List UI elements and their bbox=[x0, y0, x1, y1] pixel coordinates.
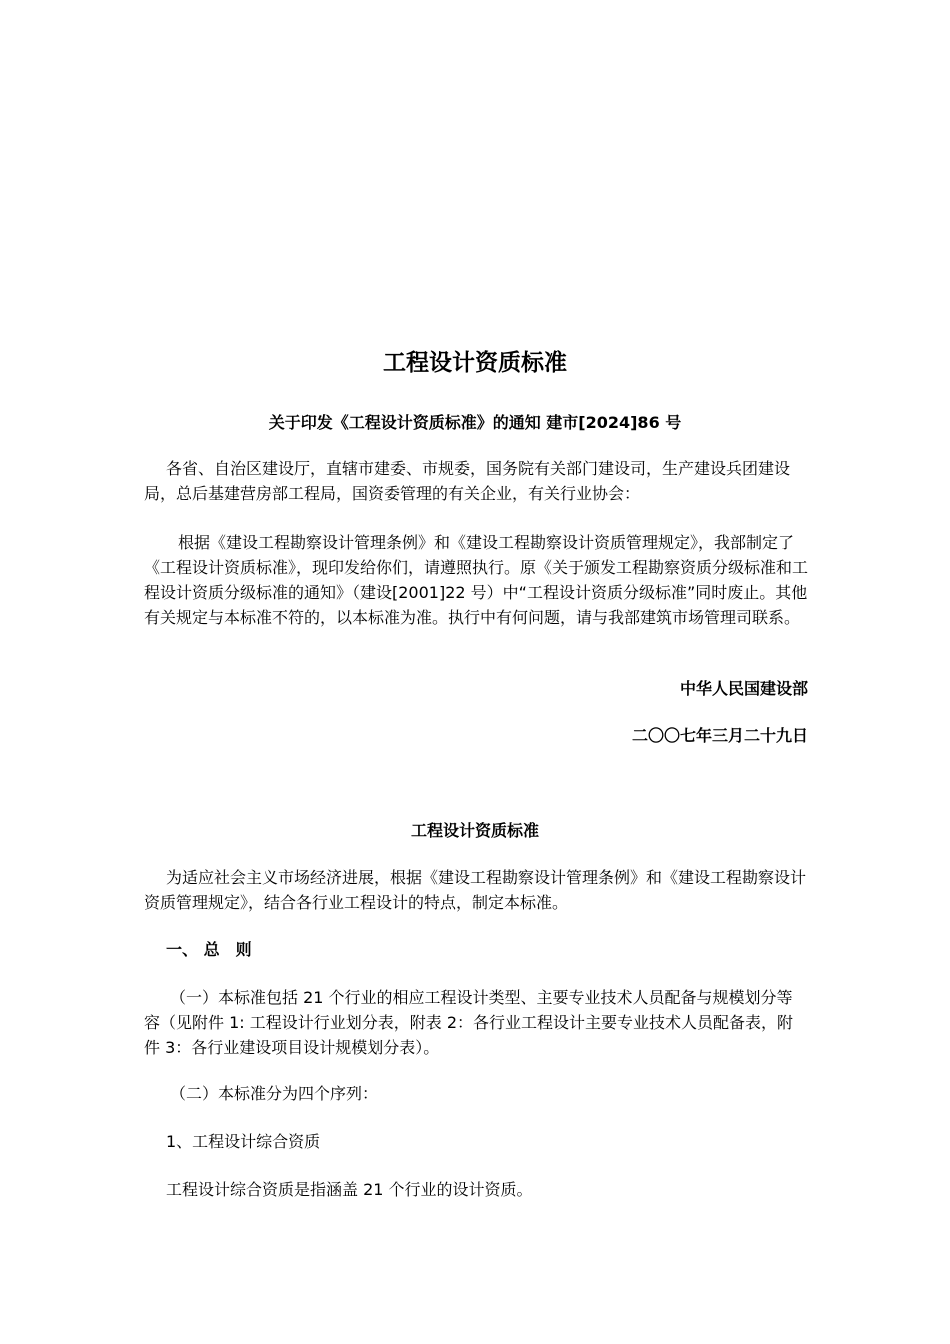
notice-title: 关于印发《工程设计资质标准》的通知 建市[2024]86 号 bbox=[268, 413, 682, 432]
issuer-signature: 中华人民国建设部 bbox=[679, 679, 808, 698]
clause-1-paragraph: （一）本标准包括 21 个行业的相应工程设计类型、主要专业技术人员配备与规模划分等容（见附件 1: 工程设计行业划分表，附表 2：各行业工程设计主要专业技术人员配备表，附件 3：各行业建设项目设计规模划分表）。 bbox=[144, 988, 794, 1057]
issue-date: 二〇〇七年三月二十九日 bbox=[631, 726, 808, 745]
list-item-1: 1、工程设计综合资质 bbox=[166, 1132, 321, 1151]
standard-title: 工程设计资质标准 bbox=[410, 821, 539, 840]
clause-2-paragraph: （二）本标准分为四个序列： bbox=[170, 1084, 379, 1103]
document-title: 工程设计资质标准 bbox=[383, 350, 567, 376]
addressee-paragraph: 各省、自治区建设厅，直辖市建委、市规委，国务院有关部门建设司，生产建设兵团建设局，总后基建营房部工程局，国资委管理的有关企业，有关行业协会： bbox=[144, 459, 791, 503]
preamble-paragraph: 为适应社会主义市场经济进展，根据《建设工程勘察设计管理条例》和《建设工程勘察设计资质管理规定》，结合各行业工程设计的特点，制定本标准。 bbox=[144, 868, 807, 912]
notice-body-paragraph: 根据《建设工程勘察设计管理条例》和《建设工程勘察设计资质管理规定》，我部制定了《工程设计资质标准》，现印发给你们，请遵照执行。原《关于颁发工程勘察资质分级标准和工程设计资质分级标准的通知》（建设[2001]22 号）中“工程设计资质分级标准”同时废止。其他有关规定与本标准不符的，以本标准为准。执行中有何问题，请与我部建筑市场管理司联系。 bbox=[144, 533, 809, 627]
section-heading-general: 一、 总 则 bbox=[166, 940, 252, 959]
list-item-1-description: 工程设计综合资质是指涵盖 21 个行业的设计资质。 bbox=[166, 1180, 533, 1199]
